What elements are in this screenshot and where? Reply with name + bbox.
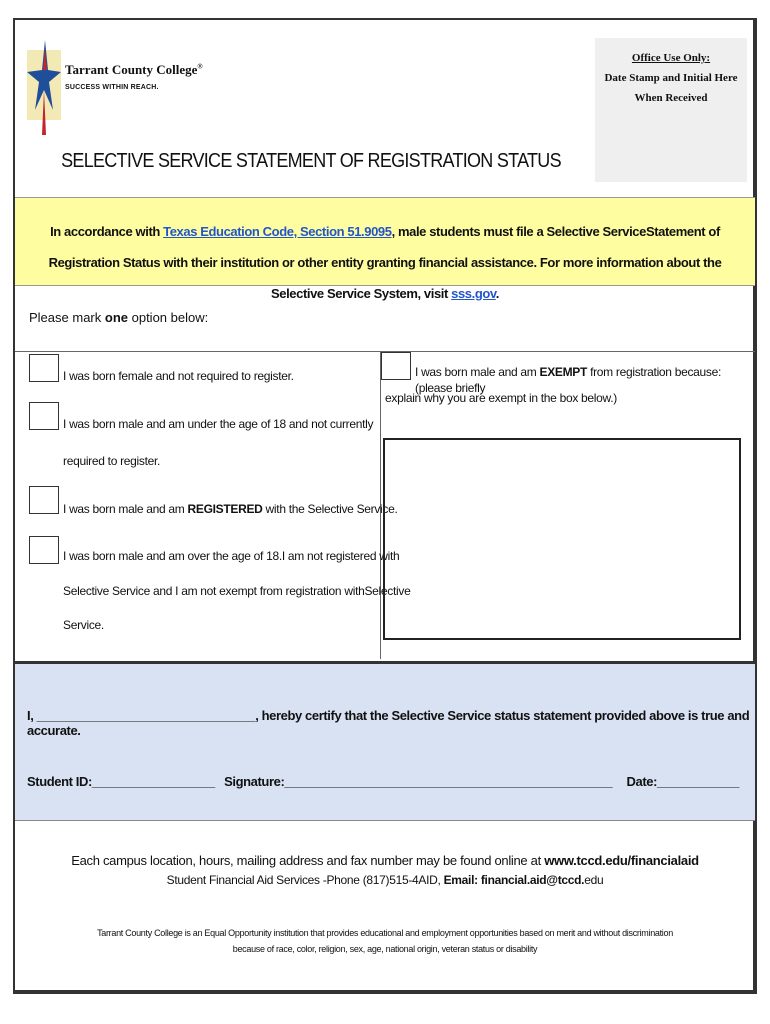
form-title: SELECTIVE SERVICE STATEMENT OF REGISTRATION STATUS: [61, 150, 561, 172]
financialaid-url[interactable]: www.tccd.edu/financialaid: [544, 853, 699, 868]
option-female-label: I was born female and not required to register.: [63, 369, 294, 383]
female-checkbox[interactable]: [29, 354, 59, 382]
notice-suffix: .: [495, 286, 500, 301]
id-signature-row: [27, 774, 739, 789]
certify-statement: I, ________________________________, hereby certify that the Selective Service status statement provided above is true and accurate.: [27, 708, 750, 738]
option-under18-cont: required to register.: [63, 454, 161, 468]
option-under18-label: I was born male and am under the age of 18 and not currently: [63, 417, 374, 431]
logo-tagline: SUCCESS WITHIN REACH.: [65, 84, 159, 91]
option-not-registered-cont1: Selective Service and I am not exempt from registration withSelective: [63, 584, 411, 598]
email-address[interactable]: Email: financial.aid@tccd.: [443, 873, 585, 887]
notice-prefix: In accordance with: [50, 224, 164, 239]
office-use-box: [595, 38, 747, 182]
sss-gov-link[interactable]: sss.gov: [451, 286, 496, 301]
star-logo-icon: [27, 40, 63, 135]
exempt-checkbox[interactable]: [381, 352, 411, 380]
option-not-registered-cont2: Service.: [63, 618, 104, 632]
option-exempt-cont: explain why you are exempt in the box below.): [385, 391, 617, 405]
option-registered-label: I was born male and am REGISTERED with the Selective Service.: [63, 502, 398, 516]
office-use-line2: Date Stamp and Initial Here: [604, 72, 738, 84]
footer-contact: Student Financial Aid Services -Phone (817)515-4AID, Email: financial.aid@tccd.edu: [166, 873, 604, 887]
under-18-checkbox[interactable]: [29, 402, 59, 430]
student-id-field[interactable]: Student ID:__________________: [27, 774, 215, 789]
office-use-title: Office Use Only:: [631, 52, 711, 64]
notice-box: [15, 197, 755, 301]
logo-name: Tarrant County College®: [65, 62, 203, 77]
date-field[interactable]: Date:____________: [626, 774, 739, 789]
college-logo: [27, 40, 227, 135]
option-not-registered-label: I was born male and am over the age of 18.I am not registered with: [63, 549, 400, 563]
equal-opportunity-statement: Tarrant County College is an Equal Opportunity institution that provides educational and employment opportunities based on merit and without discrimination because of race, color, religion, sex, age, national origin, veteran status or disability: [97, 928, 673, 954]
notice-middle: , male students must file a Selective ServiceStatement of Registration Status with their institution or other entity granting financial assistance. For more information about the Selective Service System, visit: [48, 224, 722, 301]
office-use-line3: When Received: [634, 92, 708, 104]
signature-field[interactable]: Signature:________________________________________________: [224, 774, 613, 789]
footer-campus-info: Each campus location, hours, mailing address and fax number may be found online at www.tccd.edu/financialaid: [71, 853, 699, 868]
certification-section: [15, 661, 755, 821]
instruction-text: Please mark one option below:: [29, 310, 209, 325]
form-page: [13, 18, 757, 994]
exempt-explanation-box[interactable]: [383, 438, 741, 640]
registered-checkbox[interactable]: [29, 486, 59, 514]
texas-education-code-link[interactable]: Texas Education Code, Section 51.9095: [163, 224, 392, 239]
option-exempt-label: I was born male and am EXEMPT from registration because: (please briefly: [415, 365, 722, 395]
not-registered-checkbox[interactable]: [29, 536, 59, 564]
